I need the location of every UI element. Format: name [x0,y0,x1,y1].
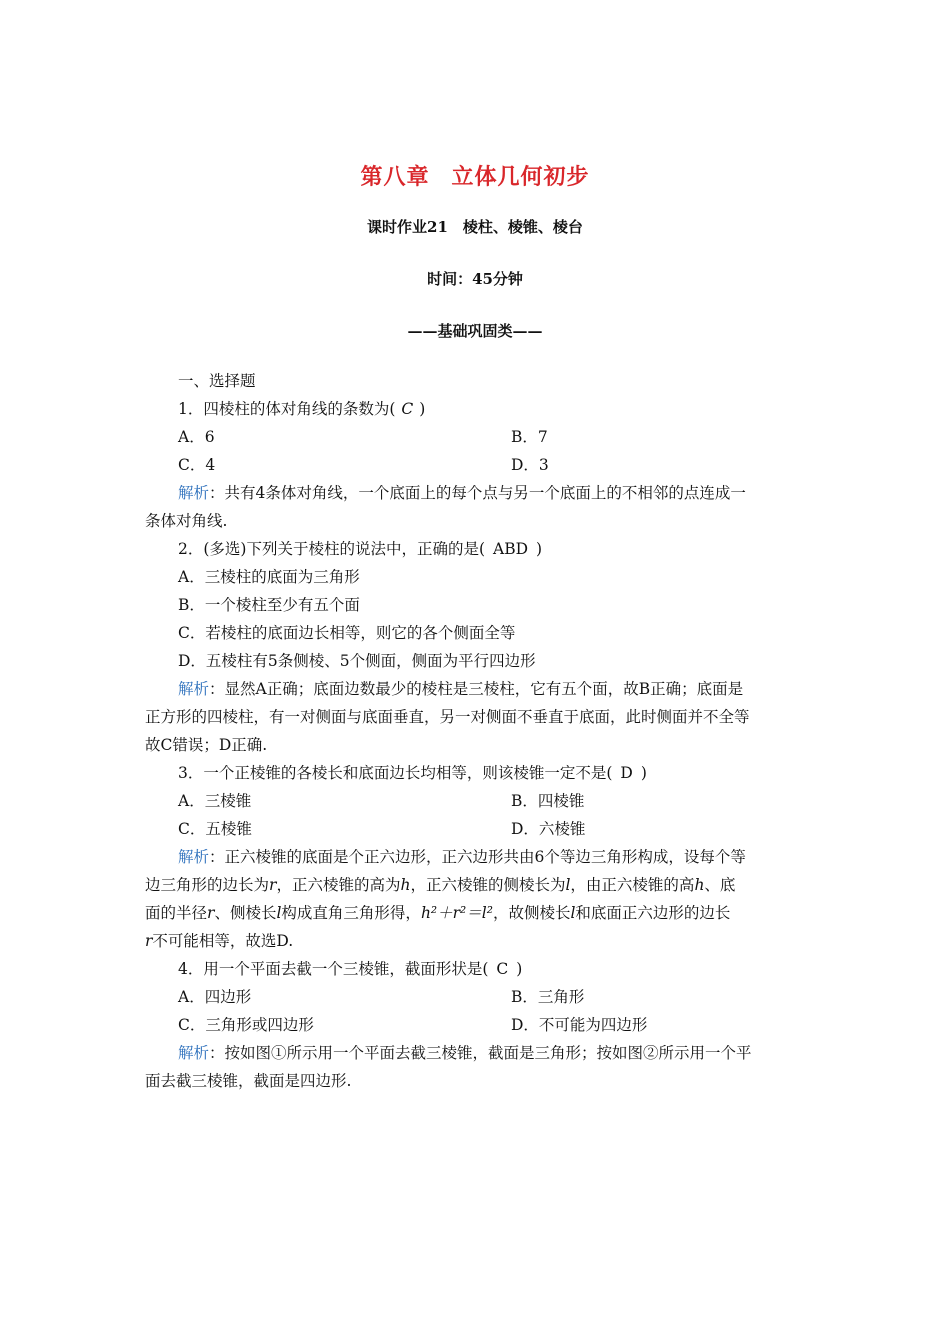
question-4-answer: C [496,960,509,978]
q3-option-c: C．五棱锥 [178,820,252,838]
question-1-answer: C [401,400,414,418]
q2-option-b: B．一个棱柱至少有五个面 [178,596,360,614]
q4-option-c: C．三角形或四边形 [178,1016,314,1034]
q2-explanation-line-1: 解析：显然A正确；底面边数最少的棱柱是三棱柱，它有五个面，故B正确；底面是 [178,680,744,698]
q1-explanation-line-1: 解析：共有4条体对角线，一个底面上的每个点与另一个底面上的不相邻的点连成一 [178,484,746,502]
q3-explanation-line-2: 边三角形的边长为r，正六棱锥的高为h，正六棱锥的侧棱长为l，由正六棱锥的高h、底 [145,876,736,894]
chapter-number: 第八章 [360,164,430,190]
q1-option-b: B．7 [511,428,548,446]
q1-explanation-line-2: 条体对角线. [145,512,228,530]
lesson-title: 课时作业21 棱柱、棱锥、棱台 [367,218,583,236]
jiexi-label: 解析 [178,848,210,866]
category-heading: ——基础巩固类—— [407,322,543,340]
question-4-stem: 4．用一个平面去截一个三棱锥，截面形状是( C ) [178,960,523,978]
question-3-stem: 3．一个正棱锥的各棱长和底面边长均相等，则该棱锥一定不是( D ) [178,764,647,782]
q2-option-c: C．若棱柱的底面边长相等，则它的各个侧面全等 [178,624,516,642]
q4-option-a: A．四边形 [178,988,252,1006]
q3-explanation-line-1: 解析：正六棱锥的底面是个正六边形，正六边形共由6个等边三角形构成，设每个等 [178,848,746,866]
q4-explanation-line-2: 面去截三棱锥，截面是四边形. [145,1072,352,1090]
q4-explanation-line-1: 解析：按如图①所示用一个平面去截三棱锥，截面是三角形；按如图②所示用一个平 [178,1044,752,1062]
q1-option-c: C．4 [178,456,216,474]
q3-explanation-line-3: 面的半径r、侧棱长l构成直角三角形得，h²＋r²＝l²，故侧棱长l和底面正六边形的边长 [145,904,731,922]
jiexi-label: 解析 [178,680,210,698]
q1-option-d: D．3 [511,456,549,474]
question-2-stem: 2．(多选)下列关于棱柱的说法中，正确的是( ABD ) [178,540,543,558]
q3-option-b: B．四棱锥 [511,792,585,810]
q2-explanation-line-2: 正方形的四棱柱，有一对侧面与底面垂直，另一对侧面不垂直于底面，此时侧面并不全等 [145,708,750,726]
q2-option-d: D．五棱柱有5条侧棱、5个侧面，侧面为平行四边形 [178,652,536,670]
section-heading: 一、选择题 [178,372,256,390]
jiexi-label: 解析 [178,484,210,502]
jiexi-label: 解析 [178,1044,210,1062]
q2-explanation-line-3: 故C错误；D正确. [145,736,268,754]
question-1-stem: 1．四棱柱的体对角线的条数为( C ) [178,400,426,418]
q3-option-a: A．三棱锥 [178,792,252,810]
q4-option-b: B．三角形 [511,988,585,1006]
q3-option-d: D．六棱锥 [511,820,586,838]
chapter-title: 立体几何初步 [451,164,590,190]
chapter-heading [0,160,950,191]
q4-option-d: D．不可能为四边形 [511,1016,648,1034]
question-2-answer: ABD [493,540,529,558]
pythagorean-formula: h²＋r²＝l² [420,904,493,922]
q3-explanation-line-4: r不可能相等，故选D. [145,932,294,950]
q2-option-a: A．三棱柱的底面为三角形 [178,568,360,586]
time-limit: 时间：45分钟 [427,270,523,288]
q1-option-a: A．6 [178,428,215,446]
question-3-answer: D [620,764,633,782]
